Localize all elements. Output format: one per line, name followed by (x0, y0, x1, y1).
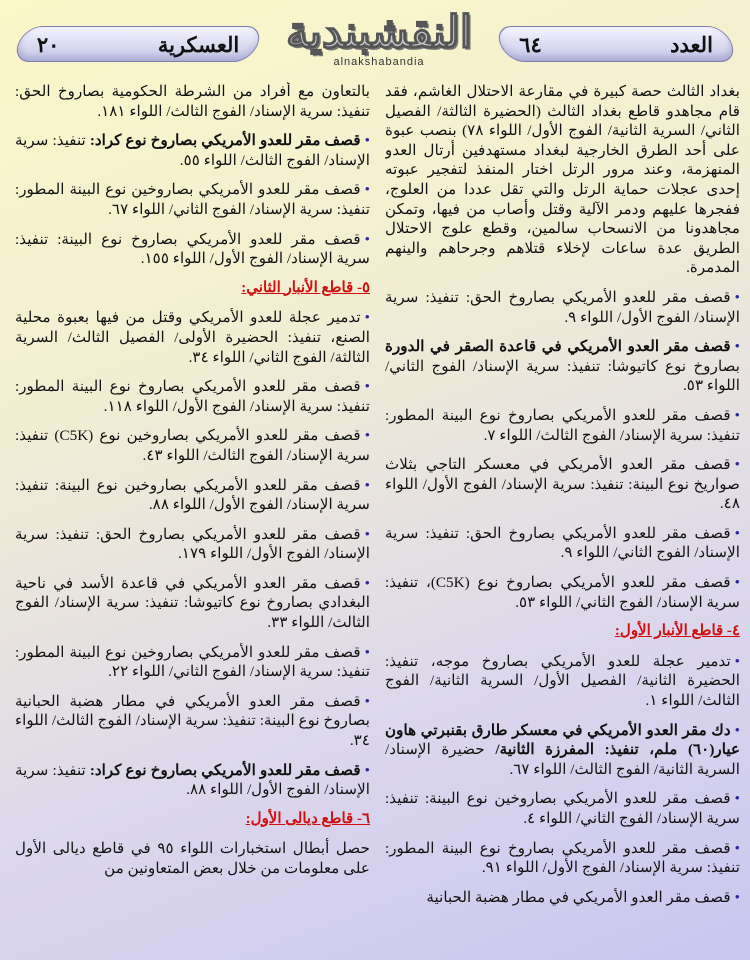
right-column (385, 82, 740, 952)
section-heading: ٦- قاطع ديالى الأول: (245, 810, 370, 827)
report-item (385, 721, 740, 780)
page-header (0, 0, 750, 78)
report-item (15, 476, 370, 515)
report-item-text: قصف مقر للعدو الأمريكي بصاروخين نوع (C5K) تنفيذ: سرية الإسناد/ الفوج الثالث/ اللواء ٤٣. (15, 427, 370, 464)
report-item-text: قصف مقر للعدو الأمريكي بصاروخ الحق: تنفيذ: سرية الإسناد/ الفوج الأول/ اللواء ١٧٩. (15, 525, 370, 563)
paragraph: حصل أبطال استخبارات اللواء ٩٥ في قاطع ديالى الأول على معلومات من خلال بعض المتعاونين من (15, 840, 370, 877)
report-item-text: قصف مقر للعدو الأمريكي بصاروخين نوع البينة المطور: تنفيذ: سرية الإسناد/ الفوج الثاني/ اللواء ٦٧. (15, 181, 370, 218)
report-item-text: قصف مقر للعدو الأمريكي بصاروخ الحق: تنفيذ: سرية الإسناد/ الفوج الأول/ اللواء ٩. (385, 288, 740, 326)
report-item-text: قصف مقر للعدو الأمريكي بصاروخ نوع البينة المطور: تنفيذ: سرية الإسناد/ الفوج الثالث/ اللواء ٧. (385, 406, 740, 444)
report-item (385, 789, 740, 828)
section-heading: ٤- قاطع الأنبار الأول: (614, 623, 740, 640)
report-item-text: قصف مقر للعدو الأمريكي بصاروخ نوع البينة المطور: تنفيذ: سرية الإسناد/ الفوج الأول/ اللواء ٩١. (385, 839, 740, 877)
report-item-text: قصف مقر العدو الأمريكي في قاعدة الأسد في ناحية البغدادي بصاروخ نوع كاتيوشا: تنفيذ: سرية الإسناد/ الفوج الثالث/ اللواء ٣٣. (15, 574, 370, 632)
report-item (15, 525, 370, 564)
report-item (385, 652, 740, 711)
report-item (15, 230, 370, 269)
left-column (15, 82, 370, 952)
report-item-text: قصف مقر العدو الأمريكي في معسكر التاجي بثلاث صواريخ نوع البينة: تنفيذ: سرية الإسناد/ الفوج الأول/ اللواء ٤٨. (385, 456, 740, 513)
report-item-text: قصف مقر للعدو الأمريكي بصاروخ نوع البينة: تنفيذ: سرية الإسناد/ الفوج الأول/ اللواء ١٥٥. (15, 230, 370, 268)
report-item (15, 574, 370, 633)
report-item-text: قصف مقر للعدو الأمريكي بصاروخ نوع (C5K)، تنفيذ: سرية الإسناد/ الفوج الثاني/ اللواء ٥٣. (385, 574, 740, 611)
section-label: العسكرية (157, 31, 239, 57)
report-item-text: قصف مقر للعدو الأمريكي بصاروخ الحق: تنفيذ: سرية الإسناد/ الفوج الثاني/ اللواء ٩. (385, 524, 740, 562)
page-number: ٢٠ (37, 31, 60, 57)
report-item (385, 524, 740, 563)
report-item (15, 643, 370, 682)
report-item-text: قصف مقر العدو الأمريكي في مطار هضبة الحبانية (426, 888, 731, 906)
report-item-text: تنفيذ: سرية الإسناد/ الفوج الثالث/ اللواء ٥٥. (15, 132, 370, 169)
issue-number: ٦٤ (519, 31, 542, 57)
report-item-text: بصاروخ نوع كاتيوشا: تنفيذ: سرية الإسناد/ الفوج الثاني/ اللواء ٥٣. (385, 357, 740, 395)
report-item (385, 888, 740, 908)
report-item (385, 337, 740, 396)
report-item-text: قصف مقر للعدو الأمريكي بصاروخ نوع البينة المطور: تنفيذ: سرية الإسناد/ الفوج الأول/ اللواء ١١٨. (15, 378, 370, 415)
report-item (385, 406, 740, 445)
logo-subtitle: alnakshabandia (333, 56, 425, 68)
paragraph: بغداد الثالث حصة كبيرة في مقارعة الاحتلال الغاشم، فقد قام مجاهدو قاطع بغداد الثالث (الحضيرة الثالثة/ الفصيل الثاني/ السرية الثانية/ الفوج الأول/ اللواء ٧٨) بنصب عبوة على أحد الطرق الخارجية لبغداد مستهدفين أرتال العدو المنهزمة، وعند مرور الرتل اختار المنفذ لتفجير عبوته إحدى عجلات حماية الرتل والتي تقل عددا من العلوج، ففجرها عليهم ودمر الآلية وقتل وأصاب من فيها، وتمكن مجاهدونا من الانسحاب سالمين، وقطع علوج الاحتلال الطريق عدة ساعات لإخلاء قتلاهم وجرحاهم والينهم المدمرة. (385, 83, 740, 277)
report-item (15, 377, 370, 416)
report-item (15, 426, 370, 465)
report-item (15, 308, 370, 367)
magazine-logo (270, 8, 488, 74)
report-item (15, 692, 370, 751)
report-item (385, 455, 740, 514)
paragraph: بالتعاون مع أفراد من الشرطة الحكومية بصاروخ الحق: تنفيذ: سرية الإسناد/ الفوج الثالث/ اللواء ١٨١. (15, 83, 370, 120)
issue-banner (493, 26, 738, 62)
section-heading: ٥- قاطع الأنبار الثاني: (241, 279, 370, 296)
report-item-text: تنفيذ: سرية الإسناد/ الفوج الأول/ اللواء ٨٨. (15, 761, 370, 799)
section-banner (11, 26, 264, 62)
report-item-text: تدمير عجلة للعدو الأمريكي وقتل من فيها بعبوة محلية الصنع، تنفيذ: الحضيرة الأولى/ الفصيل الثالث/ السرية الثالثة/ الفوج الثاني/ اللواء ٣٤. (15, 309, 370, 366)
report-item-text: قصف مقر العدو الأمريكي في مطار هضبة الحبانية بصاروخ نوع البينة: تنفيذ: سرية الإسناد/ الفوج الثالث/ اللواء ٣٤. (15, 692, 370, 750)
report-item-lead: دك مقر العدو الأمريكي في معسكر طارق بقنبرتي هاون عيار(٦٠) ملم، تنفيذ: المفرزة الثانية/ (385, 721, 740, 759)
report-item (385, 288, 740, 327)
report-item-text: قصف مقر للعدو الأمريكي بصاروخين نوع البينة: تنفيذ: سرية الإسناد/ الفوج الثاني/ اللواء ٤. (385, 790, 740, 827)
report-item-lead: قصف مقر للعدو الأمريكي بصاروخ نوع كراد: (89, 132, 361, 150)
report-item (15, 131, 370, 170)
report-item (385, 839, 740, 878)
report-item-text: حضيرة الإسناد/ السرية الثانية/ الفوج الثالث/ اللواء ٦٧. (385, 741, 740, 778)
report-item-text: قصف مقر للعدو الأمريكي بصاروخين نوع البينة المطور: تنفيذ: سرية الإسناد/ الفوج الثاني/ اللواء ٢٢. (15, 643, 370, 681)
report-item (15, 180, 370, 219)
report-item (15, 761, 370, 800)
issue-label: العدد (670, 31, 713, 57)
report-item-lead: قصف مقر للعدو الأمريكي بصاروخ نوع كراد: (89, 761, 361, 779)
report-item-text: تدمير عجلة للعدو الأمريكي بصاروخ موجه، تنفيذ: الحضيرة الثانية/ الفصيل الأول/ السرية الثانية/ الفوج الثالث/ اللواء ١. (385, 652, 740, 710)
logo-title: النقشبندية (286, 7, 472, 58)
report-item-text: قصف مقر للعدو الأمريكي بصاروخين نوع البينة: تنفيذ: سرية الإسناد/ الفوج الأول/ اللواء ٨٨. (15, 476, 370, 514)
report-item (385, 573, 740, 612)
report-item-lead: قصف مقر العدو الأمريكي في قاعدة الصقر في الدورة (385, 338, 731, 356)
